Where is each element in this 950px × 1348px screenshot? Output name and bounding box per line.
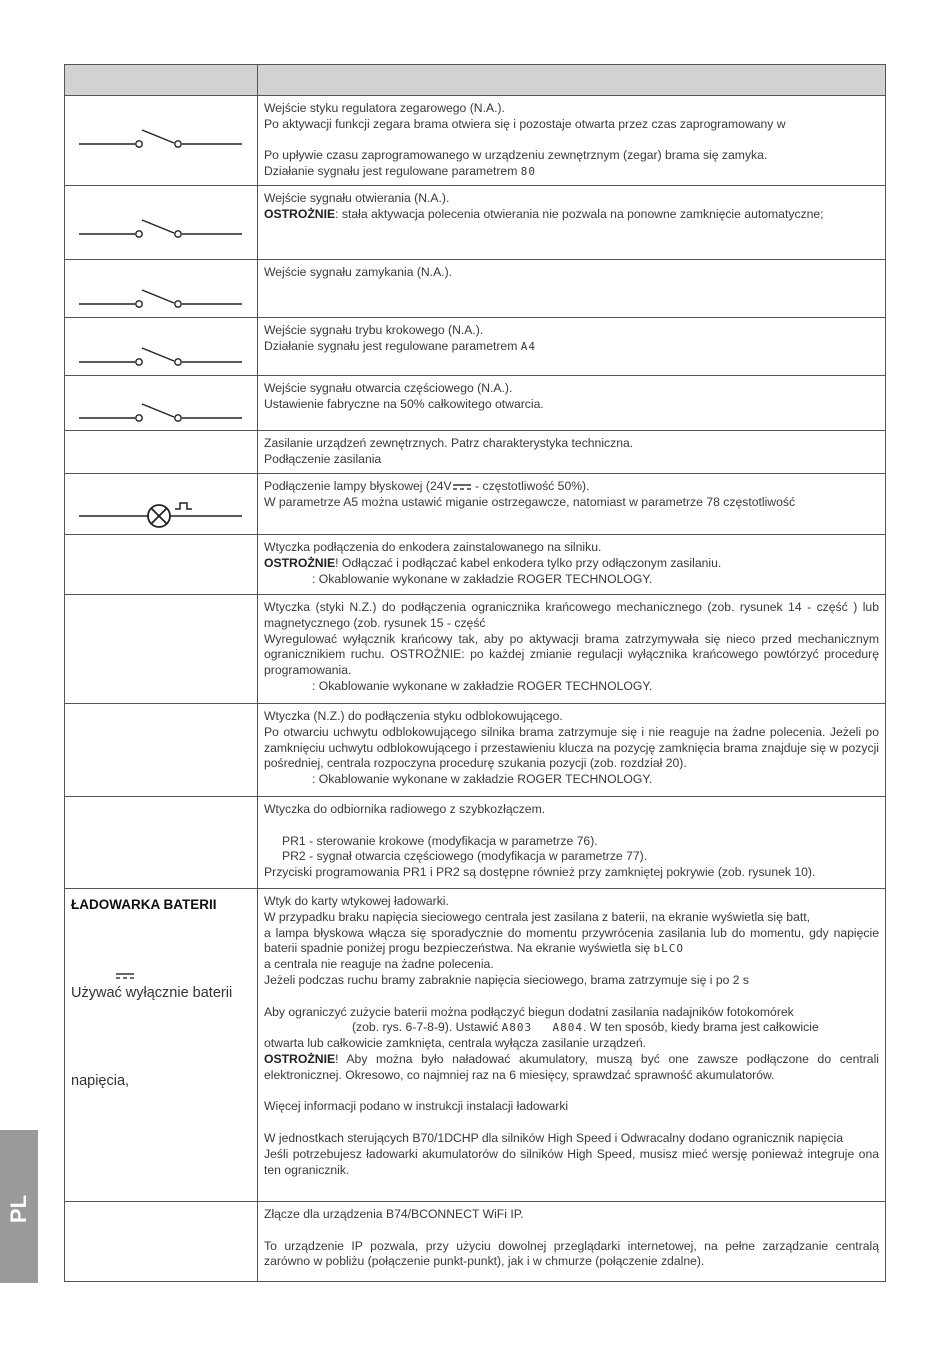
description-line: : Okablowanie wykonane w zakładzie ROGER TECHNOLOGY. [312,678,653,693]
description-line: Wtyczka (N.Z.) do podłączenia styku odblokowującego. [264,709,563,723]
table-row [65,704,886,797]
language-tab-label: PL [6,1194,31,1224]
symbol-cell [65,797,258,889]
battery-charger-cell [65,889,258,1202]
description-paragraph: Jeśli potrzebujesz ładowarki akumulatorów do silników High Speed, musisz mieć wersję ponieważ integruje ona ten ogranicznik. [264,1146,879,1177]
symbol-cell [65,704,258,797]
flashing-light-symbol-cell [65,474,258,535]
description-cell [258,474,886,535]
language-tab [0,1130,38,1283]
description-cell [258,595,886,704]
description-line: Wejście sygnału otwarcia częściowego (N.A.). [264,381,513,395]
description-cell [258,260,886,318]
description-line: Wejście sygnału zamykania (N.A.). [264,265,453,279]
description-line: Wejście sygnału trybu krokowego (N.A.). [264,323,484,337]
dc-symbol-icon [115,972,135,980]
no-contact-switch-icon [79,126,243,156]
table-row [65,376,886,431]
description-cell [258,889,886,1202]
description-line: ! Odłączać i podłączać kabel enkodera tylko przy odłączonym zasilaniu. [335,555,722,570]
description-line: Wejście styku regulatora zegarowego (N.A.). [264,101,505,115]
table-row [65,186,886,260]
switch-symbol-cell [65,260,258,318]
description-cell [258,704,886,797]
symbol-cell [65,535,258,595]
description-paragraph: W jednostkach sterujących B70/1DCHP dla silników High Speed i Odwracalny dodano ogranicznik napięcia [264,1130,843,1145]
description-paragraph: ! Aby można było naładować akumulatory, muszą być one zawsze podłączone do centrali elektronicznej. Okresowo, co najmniej raz na 6 miesięcy, sprawdzać sprawność akumulatorów. [264,1051,879,1082]
switch-symbol-cell [65,318,258,376]
symbol-cell [65,1202,258,1282]
description-line: Działanie sygnału jest regulowane parametrem [264,338,518,353]
description-cell [258,797,886,889]
description-line: W przypadku braku napięcia sieciowego centrala jest zasilana z baterii, na ekranie wyświetla się batt, [264,909,811,924]
description-cell [258,186,886,260]
description-paragraph: To urządzenie IP pozwala, przy użyciu dowolnej przeglądarki internetowej, na pełne zarządzanie centralą zarówno w pobliżu (połączenie punkt-punkt), jak i w chmurze (połączenie zdalne). [264,1238,879,1269]
description-cell [258,1202,886,1282]
battery-charger-title: ŁADOWARKA BATERII [71,897,217,912]
description-line: a centrala nie reaguje na żadne polecenia. [264,957,494,972]
table-row [65,96,886,186]
header-cell-symbol [65,65,258,96]
table-row [65,535,886,595]
switch-symbol-cell [65,186,258,260]
battery-note-text: Używać wyłącznie baterii [71,985,233,1001]
description-paragraph: a lampa błyskowa włącza się sporadycznie do momentu przywrócenia zasilania lub do momentu, gdy napięcie baterii spadnie poniżej progu bezpieczeństwa. Na ekranie wyświetla się [264,925,879,956]
table-row [65,889,886,1202]
description-line: - częstotliwość 50%). [471,479,590,493]
warning-label: OSTROŻNIE [264,555,336,570]
battery-note-text: napięcia, [71,1073,130,1089]
description-line: : Okablowanie wykonane w zakładzie ROGER TECHNOLOGY. [312,571,653,586]
description-line: . W ten sposób, kiedy brama jest całkowicie [583,1020,819,1035]
symbol-cell [65,595,258,704]
description-line: Złącze dla urządzenia B74/BCONNECT WiFi IP. [264,1207,524,1221]
description-cell [258,431,886,474]
description-line: Działanie sygnału jest regulowane parametrem [264,164,518,179]
table-row [65,260,886,318]
description-line: Podłączenie lampy błyskowej (24V [264,479,452,493]
description-line: Jeżeli podczas ruchu bramy zabraknie napięcia sieciowego, brama zatrzymuje się i po 2 s [264,972,750,987]
description-line: Zasilanie urządzeń zewnętrznych. Patrz charakterystyka techniczna. [264,436,634,450]
description-line: W parametrze A5 można ustawić miganie ostrzegawcze, natomiast w parametrze 78 częstotliwość [264,494,796,509]
warning-label: OSTROŻNIE [264,206,336,221]
description-cell [258,318,886,376]
description-line: : Okablowanie wykonane w zakładzie ROGER TECHNOLOGY. [312,772,653,787]
table-row [65,1202,886,1282]
description-line: PR1 - sterowanie krokowe (modyfikacja w parametrze 76). [282,833,598,848]
description-line: Wtyk do karty wtykowej ładowarki. [264,894,449,908]
description-paragraph: Po otwarciu uchwytu odblokowującego silnika brama zatrzymuje się i nie reaguje na żadne polecenia. Jeżeli po zamknięciu uchwytu odblokowującego i przestawieniu klucza na pozycję zamknięcia brama znajduje się w pozycji pośredniej, centrala rozpoczyna procedurę szukania pozycji (zob. rozdział 20). [264,724,879,771]
description-cell [258,535,886,595]
description-line: Więcej informacji podano w instrukcji instalacji ładowarki [264,1099,569,1114]
description-line: PR2 - sygnał otwarcia częściowego (modyfikacja w parametrze 77). [282,849,648,864]
description-line: Wtyczka podłączenia do enkodera zainstalowanego na silniku. [264,540,602,554]
table-row [65,318,886,376]
parameter-code: 80 [520,165,537,179]
description-line: Ustawienie fabryczne na 50% całkowitego otwarcia. [264,396,544,411]
description-line: Wejście sygnału otwierania (N.A.). [264,191,450,205]
parameter-code: A803 [501,1021,533,1035]
parameter-code: A4 [520,339,537,353]
display-code: bLCO [653,942,685,956]
no-contact-switch-icon [79,344,243,374]
dc-symbol-icon [452,483,472,491]
description-paragraph: Wtyczka (styki N.Z.) do podłączenia ogranicznika krańcowego mechanicznego (zob. rysunek 14 - część ) lub magnetycznego (zob. rysunek 15 - część [264,600,879,630]
connections-table [64,64,886,1282]
description-line: (zob. rys. 6-7-8-9). Ustawić [352,1020,499,1035]
description-line: : stała aktywacja polecenia otwierania nie pozwala na ponowne zamknięcie automatyczne; [335,206,824,221]
flashing-lamp-icon [79,498,243,532]
no-contact-switch-icon [79,286,243,316]
parameter-code: A804 [552,1021,583,1035]
description-line: Wtyczka do odbiornika radiowego z szybkozłączem. [264,802,546,816]
switch-symbol-cell [65,376,258,431]
table-row [65,431,886,474]
header-cell-description [258,65,886,96]
table-header-row [65,65,886,96]
symbol-cell [65,431,258,474]
description-line: Po upływie czasu zaprogramowanego w urządzeniu zewnętrznym (zegar) brama się zamyka. [264,148,768,163]
description-cell [258,376,886,431]
no-contact-switch-icon [79,400,243,430]
table-row [65,797,886,889]
description-cell [258,96,886,186]
table-row [65,474,886,535]
description-line: Po aktywacji funkcji zegara brama otwiera się i pozostaje otwarta przez czas zaprogramowany w [264,116,786,131]
switch-symbol-cell [65,96,258,186]
description-line: Podłączenie zasilania [264,451,382,466]
table-row [65,595,886,704]
description-paragraph: Wyregulować wyłącznik krańcowy tak, aby po aktywacji brama zatrzymywała się nieco przed mechanicznym ogranicznikiem ruchu. OSTROŻNIE: po każdej zmianie regulacji wyłącznika krańcowego powtórzyć procedurę programowania. [264,631,879,678]
warning-label: OSTROŻNIE [264,1051,336,1066]
description-line: otwarta lub całkowicie zamknięta, centrala wyłącza zasilanie urządzeń. [264,1036,647,1051]
no-contact-switch-icon [79,216,243,246]
description-line: Przyciski programowania PR1 i PR2 są dostępne również przy zamkniętej pokrywie (zob. rysunek 10). [264,865,816,880]
description-line: Aby ograniczyć zużycie baterii można podłączyć biegun dodatni zasilania nadajników fotokomórek [264,1004,794,1019]
